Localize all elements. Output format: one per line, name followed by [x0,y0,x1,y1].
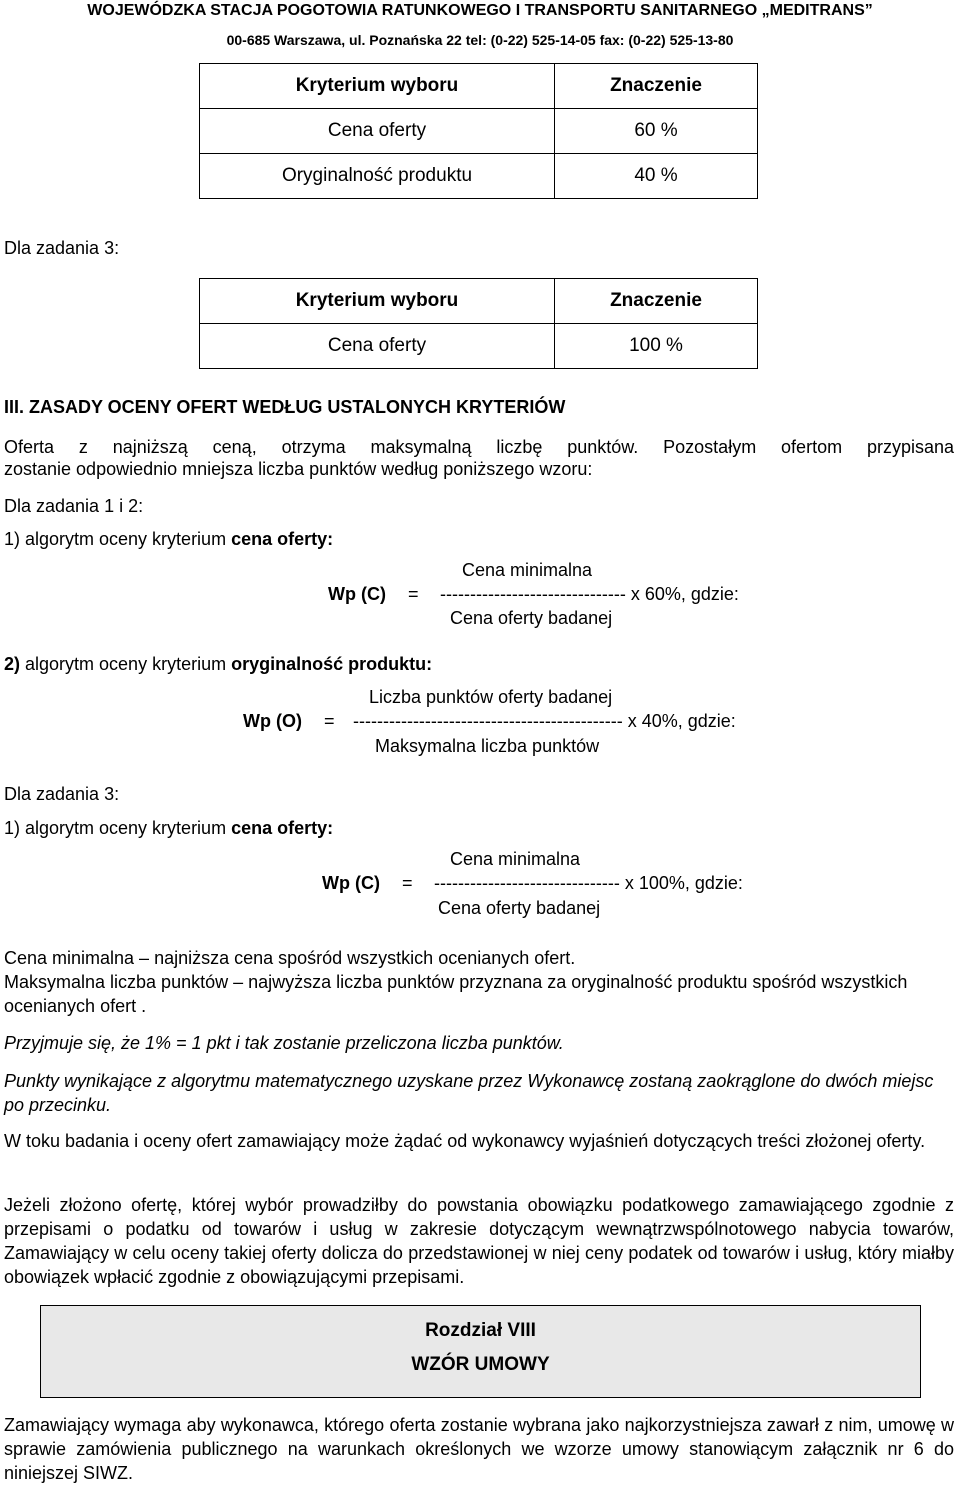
chapter-number: Rozdział VIII [425,1320,536,1341]
note-rounding: Punkty wynikające z algorytmu matematycznego uzyskane przez Wykonawcę zostaną zaokrąglone do dwóch miejsc po przecinku. [4,1071,934,1115]
formula-1-lhs: Wp (C) [328,584,386,604]
formula-3-equals: = [402,873,413,893]
formula-2-denominator: Maksymalna liczba punktów [375,736,600,756]
algorithm-1-prefix: 1) algorytm oceny kryterium [4,529,232,549]
formula-3-lhs: Wp (C) [322,873,380,893]
definition-max-points: Maksymalna liczba punktów – najwyższa liczba punktów przyznana za oryginalność produktu spośród wszystkich ocenianych ofert . [4,972,908,1016]
document-header-title: WOJEWÓDZKA STACJA POGOTOWIA RATUNKOWEGO I TRANSPORTU SANITARNEGO „MEDITRANS” [87,2,873,19]
intro-line-2: zostanie odpowiednio mniejsza liczba punktów według poniższego wzoru: [4,459,593,479]
formula-1-equals: = [408,584,419,604]
table-header-cell: Kryterium wyboru [200,279,555,324]
formula-1-numerator: Cena minimalna [462,560,593,580]
algorithm-2-number: 2) [4,654,21,674]
table-header-cell: Znaczenie [555,64,758,109]
intro-line-1: Oferta z najniższą ceną, otrzyma maksymalną liczbę punktów. Pozostałym ofertom przypisana [4,437,954,457]
algorithm-1-criterion: cena oferty: [231,529,334,549]
algorithm-3-heading [4,818,333,839]
algorithm-2-criterion: oryginalność produktu: [231,654,433,674]
formula-2-fraction-line: --------------------------------------------- x 40%, gdzie: [353,711,736,731]
tasks-1-2-label: Dla zadania 1 i 2: [4,496,144,516]
note-percent-conversion: Przyjmuje się, że 1% = 1 pkt i tak zostanie przeliczona liczba punktów. [4,1033,564,1053]
formula-3-fraction-line: ------------------------------- x 100%, gdzie: [434,873,743,893]
table-header-row [200,279,758,324]
table-cell: Oryginalność produktu [200,154,555,199]
criteria-table-task-3 [199,278,758,369]
formula-2-numerator: Liczba punktów oferty badanej [369,687,613,707]
algorithm-1-heading [4,529,333,550]
algorithm-3-criterion: cena oferty: [231,818,334,838]
criteria-table-tasks-1-2 [199,63,758,199]
table-row [200,324,758,369]
task-3-label-2: Dla zadania 3: [4,784,120,804]
algorithm-3-prefix: 1) algorytm oceny kryterium [4,818,232,838]
section-title: III. ZASADY OCENY OFERT WEDŁUG USTALONYCH KRYTERIÓW [4,397,566,417]
algorithm-2-heading [4,654,432,675]
table-row [200,154,758,199]
definition-min-price: Cena minimalna – najniższa cena spośród wszystkich ocenianych ofert. [4,948,576,968]
document-header-address: 00-685 Warszawa, ul. Poznańska 22 tel: (0-22) 525-14-05 fax: (0-22) 525-13-80 [226,32,734,48]
chapter-title: WZÓR UMOWY [411,1354,550,1375]
table-cell: Cena oferty [200,324,555,369]
formula-2-equals: = [324,711,335,731]
formula-1-fraction-line: ------------------------------- x 60%, gdzie: [440,584,739,604]
formula-2-lhs: Wp (O) [243,711,302,731]
table-header-cell: Kryterium wyboru [200,64,555,109]
table-cell: Cena oferty [200,109,555,154]
table-row [200,109,758,154]
table-header-cell: Znaczenie [555,279,758,324]
table-cell: 40 % [555,154,758,199]
algorithm-2-prefix: algorytm oceny kryterium [20,654,232,674]
formula-1-denominator: Cena oferty badanej [450,608,613,628]
formula-3-numerator: Cena minimalna [450,849,581,869]
task-3-label: Dla zadania 3: [4,238,120,258]
closing-paragraph: Zamawiający wymaga aby wykonawca, którego oferta zostanie wybrana jako najkorzystniejsza zawarł z nim, umowę w sprawie zamówienia publicznego na warunkach określonych we wzorze umowy stanowiącym załącznik nr 6 do niniejszej SIWZ. [4,1415,954,1483]
table-header-row [200,64,758,109]
chapter-heading-box [40,1305,921,1398]
formula-3-denominator: Cena oferty badanej [438,898,601,918]
table-cell: 100 % [555,324,758,369]
paragraph-explanations: W toku badania i oceny ofert zamawiający może żądać od wykonawcy wyjaśnień dotyczących treści złożonej oferty. [4,1131,926,1151]
paragraph-vat: Jeżeli złożono ofertę, której wybór prowadziłby do powstania obowiązku podatkowego zamawiającego zgodnie z przepisami o podatku od towarów i usług w zakresie dotyczącym wewnątrzwspólnotowego nabycia towarów, Zamawiający w celu oceny takiej oferty dolicza do przedstawionej w niej ceny podatek od towarów i usług, który miałby obowiązek wpłacić zgodnie z obowiązującymi przepisami. [4,1195,954,1287]
table-cell: 60 % [555,109,758,154]
